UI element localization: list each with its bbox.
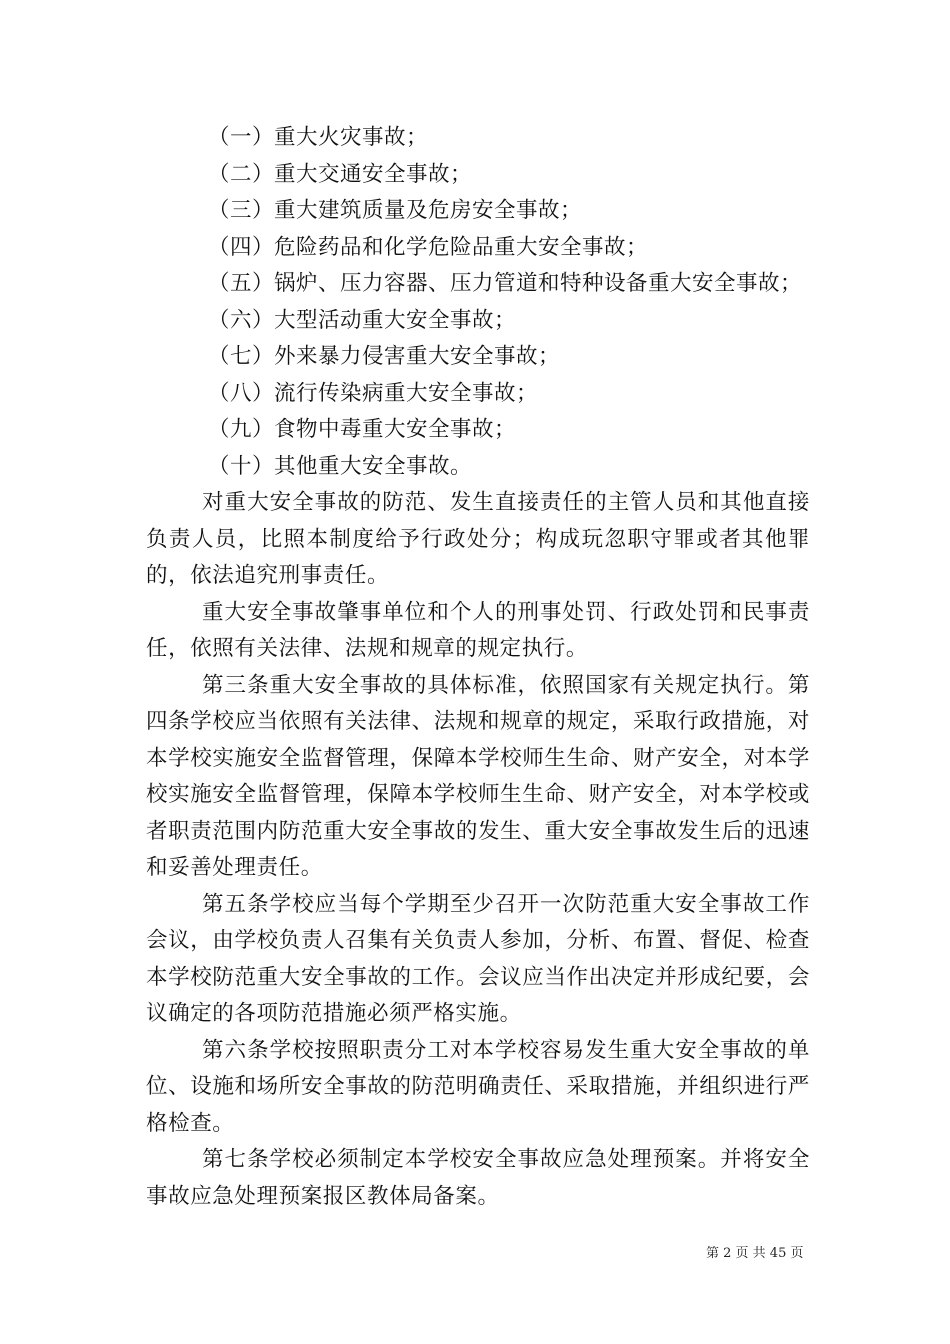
list-item: （三）重大建筑质量及危房安全事故； [208,198,583,223]
list-item: （五）锅炉、压力容器、压力管道和特种设备重大安全事故； [208,271,803,296]
document-body [146,120,810,1215]
list-item: （十）其他重大安全事故。 [208,453,473,479]
list-item: （九）食物中毒重大安全事故； [208,417,517,442]
paragraph: 对重大安全事故的防范、发生直接责任的主管人员和其他直接负责人员，比照本制度给予行政处分；构成玩忽职守罪或者其他罪的，依法追究刑事责任。 [146,490,810,588]
list-item: （一）重大火灾事故； [208,125,429,150]
list-item: （二）重大交通安全事故； [208,161,473,187]
paragraph: 第六条学校按照职责分工对本学校容易发生重大安全事故的单位、设施和场所安全事故的防范明确责任、采取措施，并组织进行严格检查。 [146,1037,810,1136]
page-number: 第 2 页 共 45 页 [706,1246,804,1261]
list-item: （七）外来暴力侵害重大安全事故； [208,344,561,369]
paragraph: 第七条学校必须制定本学校安全事故应急处理预案。并将安全事故应急处理预案报区教体局备案。 [146,1147,810,1209]
paragraph: 重大安全事故肇事单位和个人的刑事处罚、行政处罚和民事责任，依照有关法律、法规和规章的规定执行。 [146,599,810,661]
list-item: （六）大型活动重大安全事故； [208,307,517,333]
paragraph: 第五条学校应当每个学期至少召开一次防范重大安全事故工作会议，由学校负责人召集有关负责人参加，分析、布置、督促、检查本学校防范重大安全事故的工作。会议应当作出决定并形成纪要，会议确定的各项防范措施必须严格实施。 [146,891,810,1026]
paragraph: 第三条重大安全事故的具体标准，依照国家有关规定执行。第四条学校应当依照有关法律、法规和规章的规定，采取行政措施，对本学校实施安全监督管理，保障本学校师生生命、财产安全，对本学校实施安全监督管理，保障本学校师生生命、财产安全，对本学校或者职责范围内防范重大安全事故的发生、重大安全事故发生后的迅速和妥善处理责任。 [146,672,810,880]
list-item: （四）危险药品和化学危险品重大安全事故； [208,234,649,260]
list-item: （八）流行传染病重大安全事故； [208,380,539,406]
